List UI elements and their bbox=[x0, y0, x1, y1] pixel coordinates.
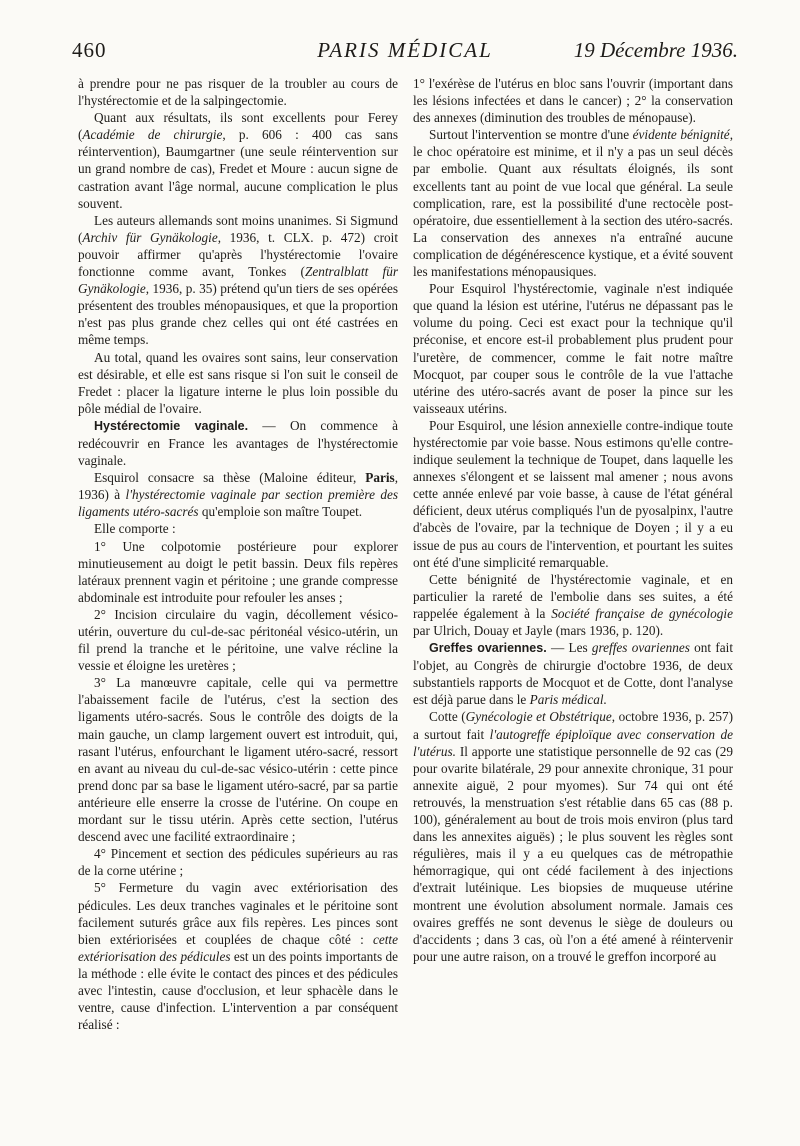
paragraph: Pour Esquirol l'hystérectomie, vaginale n'est indiquée que quand la lésion est utérine, l'utérus ne dépassant pas le volume du poing. Ceci est exact pour la technique qu'il préconise, et encore est-il probablement plus prudent pour l'uretère, de commencer, comme le fait notre maître Mocquot, par couper sous le contrôle de la vue l'attache utérine des utéro-sacrés avant de poser la pince sur les vaisseaux utérins. bbox=[413, 281, 733, 416]
paragraph: à prendre pour ne pas risquer de la troubler au cours de l'hystérectomie et de la salpingectomie. bbox=[78, 76, 398, 109]
section-ovarian-grafts: Greffes ovariennes. — Les greffes ovariennes ont fait l'objet, au Congrès de chirurgie d'octobre 1936, de deux substantiels rapports de Mocquot et de Cotte, dont l'analyse est déjà parue dans le Paris médical. bbox=[413, 640, 734, 708]
paragraph: Les auteurs allemands sont moins unanimes. Si Sigmund (Archiv für Gynäkologie, 1936, t. CLX. p. 472) croit pouvoir affirmer qu'après l'hystérectomie l'ovaire fonctionne comme avant, Tonkes (Zentralblatt für Gynäkologie, 1936, p. 35) prétend qu'un tiers de ses opérées présentent des troubles ménopausiques, et que la proportion n'est pas plus grande chez celles qui ont été castrées en même temps. bbox=[78, 212, 399, 348]
right-column bbox=[413, 75, 733, 965]
list-item: 5° Fermeture du vagin avec extériorisation des pédicules. Les deux tranches vaginales et le péritoine sont facilement suturés grâce aux fils repères. Les pinces sont bien extériorisées et couplées de chaque côté : cette extériorisation des pédicules est un des points importants de la méthode : elle évite le contact des pinces et des pédicules avec l'intestin, cause d'occlusion, et leur sphacèle dans le ventre, cause d'infection. L'intervention a par conséquent réalisé : bbox=[78, 880, 398, 1033]
paragraph: Esquirol consacre sa thèse (Maloine éditeur, Paris, 1936) à l'hystérectomie vaginale par section première des ligaments utéro-sacrés qu'emploie son maître Toupet. bbox=[78, 470, 398, 520]
section-heading: Greffes ovariennes. bbox=[429, 641, 547, 656]
paragraph: 1° l'exérèse de l'utérus en bloc sans l'ouvrir (important dans les lésions infectées et dans le cancer) ; 2° la conservation des annexes (diminution des troubles de ménopause). bbox=[413, 76, 733, 126]
paragraph: Quant aux résultats, ils sont excellents pour Ferey (Académie de chirurgie, p. 606 : 400 cas sans réintervention), Baumgartner (une seule réintervention sur un grand nombre de cas), Fredet et Moure : aucun signe de castration avant l'âge normal, aucune complication le plus souvent. bbox=[78, 110, 398, 211]
paragraph: Surtout l'intervention se montre d'une évidente bénignité, le choc opératoire est minime, et il n'y a pas un seul décès par embolie. Quant aux résultats éloignés, ils sont excellents tant au point de vue local que général. La seule complication, rare, est la possibilité d'une rectocèle post-opératoire, due essentiellement à la section des utéro-sacrés. La conservation des annexes n'a entraîné aucune complication de dégénérescence kystique, et a évité souvent les manifestations ménopausiques. bbox=[413, 127, 733, 280]
paragraph: Cette bénignité de l'hystérectomie vaginale, et en particulier la rareté de l'embolie dans ses suites, a été rappelée également à la Société française de gynécologie par Ulrich, Douay et Jayle (mars 1936, p. 120). bbox=[413, 571, 733, 638]
paragraph: Pour Esquirol, une lésion annexielle contre-indique toute hystérectomie par voie basse. Nous estimons qu'elle contre-indique seulement la technique de Toupet, dans laquelle les annexes s'élongent et se laissent mal amener ; nous avons cette année enlevé par voie basse, à cause de l'état général déficient, deux utérus compliqués l'un de pyosalpinx, l'autre d'abcès de l'ovaire, par la technique de Doyen ; il y a eu issue de pus au cours de l'intervention, et pourtant les suites ont été d'une simplicité remarquable. bbox=[413, 417, 733, 570]
page-number: 460 bbox=[72, 38, 107, 62]
running-header bbox=[72, 38, 738, 72]
journal-title: PARIS MÉDICAL bbox=[317, 38, 493, 62]
list-item: 4° Pincement et section des pédicules supérieurs au ras de la corne utérine ; bbox=[78, 846, 398, 879]
paragraph: Au total, quand les ovaires sont sains, leur conservation est désirable, et elle est sans risque si l'on suit le conseil de Fredet : placer la ligature interne le plus loin possible du pôle médial de l'ovaire. bbox=[78, 349, 398, 416]
paragraph: Elle comporte : bbox=[94, 521, 176, 537]
section-heading: Hystérectomie vaginale. bbox=[94, 418, 249, 433]
section-vaginal-hysterectomy: Hystérectomie vaginale. — On commence à redécouvrir en France les avantages de l'hystérectomie vaginale. bbox=[78, 417, 398, 469]
left-column bbox=[78, 75, 398, 1033]
list-item: 1° Une colpotomie postérieure pour explorer minutieusement au doigt le petit bassin. Deux fils repères latéraux prennent vagin et péritoine ; une grande compresse abdominale est introduite pour refouler les anses ; bbox=[78, 538, 398, 605]
issue-date: 19 Décembre 1936. bbox=[573, 38, 738, 62]
list-item: 3° La manœuvre capitale, celle qui va permettre l'abaissement facile de l'utérus, c'est la section des ligaments utéro-sacrés. Sous le contrôle des doigts de la main gauche, un clamp largement ouvert est introduit, qui, rasant l'utérus, enfourchant le ligament utéro-sacré, ressort en avant au niveau du cul-de-sac vésico-utérin : cette pince prend donc par sa base le ligament utéro-sacré, par sa partie antérieure elle enserre la crosse de l'utérine. On coupe en mordant sur le tissu utérin. Après cette section, l'utérus descend avec une facilité extraordinaire ; bbox=[78, 675, 398, 845]
paragraph: Cotte (Gynécologie et Obstétrique, octobre 1936, p. 257) a surtout fait l'autogreffe épiploïque avec conservation de l'utérus. Il apporte une statistique personnelle de 92 cas (29 pour ovarite bilatérale, 29 pour annexite chronique, 31 pour annexite aiguë, 2 pour myomes). Sur 74 qui ont été retrouvés, la menstruation s'est rétablie dans 65 cas (88 p. 100), généralement au bout de trois mois environ (plus tard dans les annexites aiguës) ; le plus souvent les règles sont régulières, mais il y a eu quelques cas de métropathie hémorragique, qui ont cédé facilement à des injections d'extrait lutéinique. Les biopsies de muqueuse utérine montrent une évolution absolument normale. Jamais ces ovaires greffés ne sont devenus le siège de douleurs ou d'accidents ; dans 3 cas, où l'on a été amené à réintervenir pour une autre raison, on a trouvé le greffon incorporé au bbox=[413, 709, 733, 964]
list-item: 2° Incision circulaire du vagin, décollement vésico-utérin, ouverture du cul-de-sac péritonéal vésico-utérin, un fil prend la tranche et le péritoine, une valve récline la vessie et éloigne les uretères ; bbox=[78, 606, 398, 674]
